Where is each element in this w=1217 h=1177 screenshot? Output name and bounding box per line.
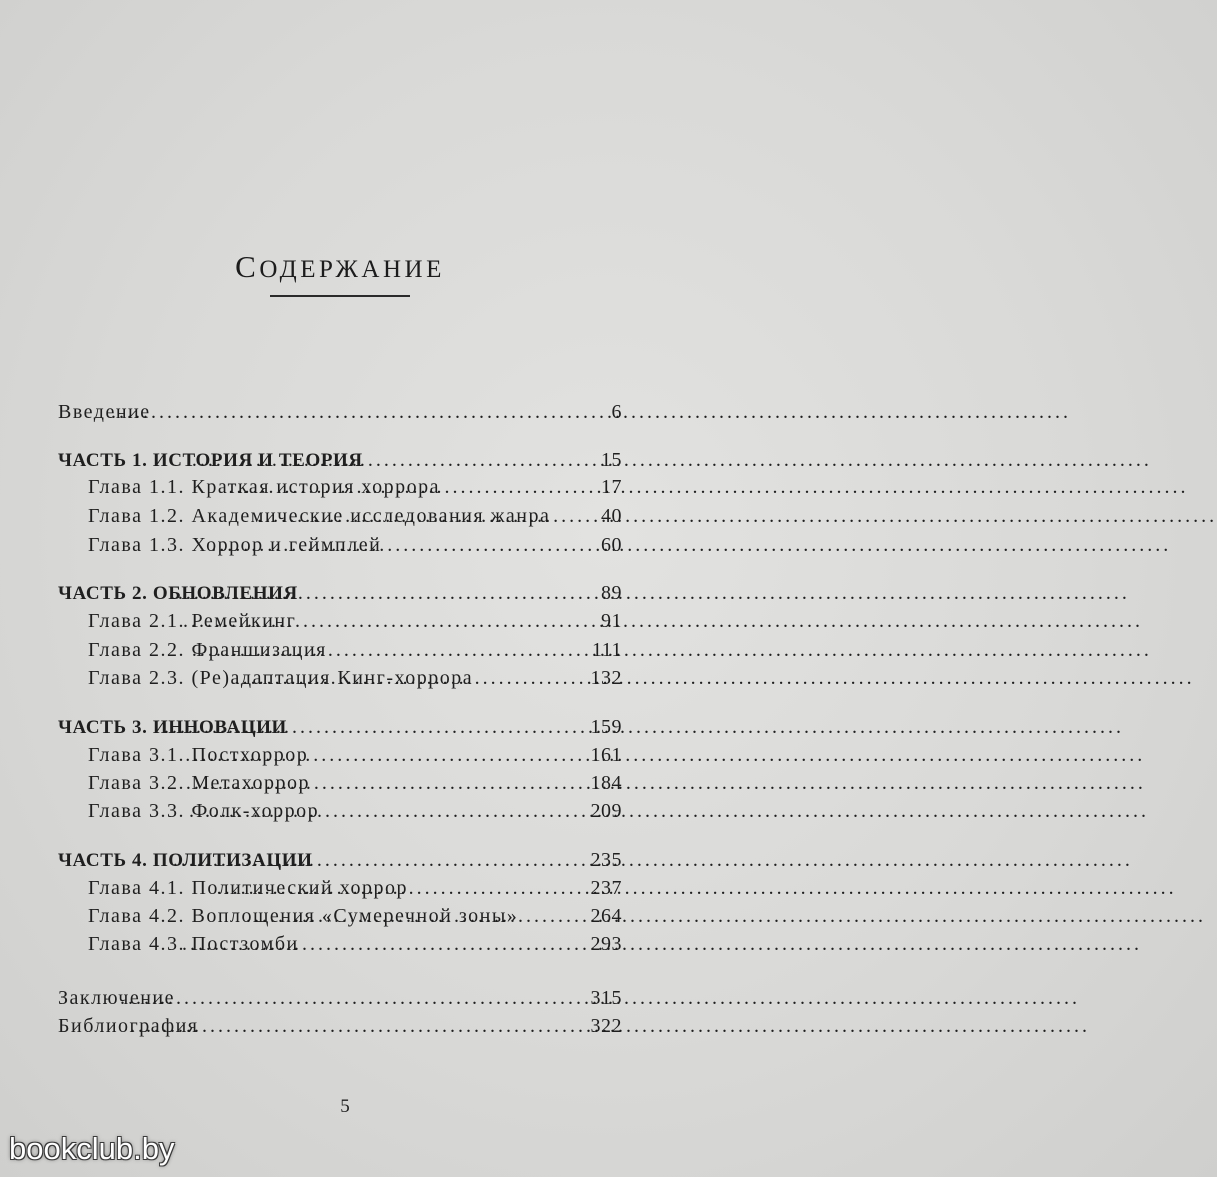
toc-chapter-label: Глава 3.3. Фолк-хоррор bbox=[88, 800, 320, 822]
toc-entry-page: 89 bbox=[601, 582, 622, 604]
toc-part-4 bbox=[58, 847, 622, 873]
toc-entry-page: 209 bbox=[590, 800, 622, 822]
toc-entry-page: 237 bbox=[590, 877, 622, 899]
toc-entry-page: 6 bbox=[611, 401, 622, 423]
toc-part-label: ЧАСТЬ 3. ИННОВАЦИИ bbox=[58, 717, 287, 738]
toc-entry-page: 184 bbox=[590, 772, 622, 794]
toc-chapter-label: Глава 4.1. Политический хоррор bbox=[88, 877, 408, 899]
toc-entry-label: Заключение bbox=[58, 987, 175, 1009]
dot-leader bbox=[182, 931, 588, 957]
dot-leader bbox=[235, 665, 588, 691]
toc-chapter bbox=[88, 903, 622, 929]
toc-part-1 bbox=[58, 447, 622, 473]
page-number: 5 bbox=[340, 1096, 350, 1117]
dot-leader bbox=[192, 637, 589, 663]
toc-part-label: ЧАСТЬ 4. ПОЛИТИЗАЦИИ bbox=[58, 850, 313, 871]
dot-leader bbox=[211, 532, 598, 558]
toc-chapter-label: Глава 2.1. Ремейкинг bbox=[88, 610, 297, 632]
dot-leader bbox=[185, 742, 587, 768]
toc-chapter-label: Глава 1.2. Академические исследования жанра bbox=[88, 505, 551, 527]
toc-entry-page: 40 bbox=[601, 505, 622, 527]
toc-chapter bbox=[88, 798, 622, 824]
dot-leader bbox=[120, 985, 588, 1011]
dot-leader bbox=[217, 875, 588, 901]
toc-entry-page: 322 bbox=[590, 1015, 622, 1037]
watermark-logo: bookclub.by bbox=[9, 1131, 175, 1166]
toc-chapter bbox=[88, 931, 622, 957]
toc-entry-page: 17 bbox=[601, 476, 622, 498]
dot-leader bbox=[130, 1013, 588, 1039]
dot-leader bbox=[228, 474, 598, 500]
dot-leader bbox=[183, 608, 598, 634]
toc-entry-page: 315 bbox=[590, 987, 622, 1009]
dot-leader bbox=[164, 714, 588, 740]
toc-chapter-label: Глава 4.2. Воплощения «Сумеречной зоны» bbox=[88, 905, 519, 927]
toc-chapter bbox=[88, 875, 622, 901]
toc-part-label: ЧАСТЬ 2. ОБНОВЛЕНИЯ bbox=[58, 583, 298, 604]
dot-leader bbox=[257, 503, 598, 529]
toc-entry-page: 293 bbox=[590, 933, 622, 955]
toc-part-2 bbox=[58, 580, 622, 606]
toc-chapter bbox=[88, 503, 622, 529]
toc-chapter-label: Глава 3.1. Постхоррор bbox=[88, 744, 309, 766]
toc-entry-page: 60 bbox=[601, 534, 622, 556]
toc-chapter bbox=[88, 474, 622, 500]
toc-entry-page: 111 bbox=[591, 639, 622, 661]
dot-leader bbox=[111, 399, 609, 425]
toc-chapter-label: Глава 2.3. (Ре)адаптация Кинг-хоррора bbox=[88, 667, 474, 689]
dot-leader bbox=[186, 770, 588, 796]
toc-chapter bbox=[88, 532, 622, 558]
toc-entry-page: 161 bbox=[590, 744, 622, 766]
dot-leader bbox=[246, 903, 587, 929]
toc-entry-page: 235 bbox=[590, 849, 622, 871]
toc-chapter bbox=[88, 608, 622, 634]
dot-leader bbox=[189, 798, 588, 824]
toc-chapter-label: Глава 3.2. Метахоррор bbox=[88, 772, 310, 794]
toc-chapter bbox=[88, 637, 622, 663]
toc-chapter bbox=[88, 742, 622, 768]
toc-part-3 bbox=[58, 714, 622, 740]
toc-entry-page: 264 bbox=[590, 905, 622, 927]
toc-part-label: ЧАСТЬ 1. ИСТОРИЯ И ТЕОРИЯ bbox=[58, 450, 363, 471]
toc-entry-label: Библиография bbox=[58, 1015, 199, 1037]
page-title: СОДЕРЖАНИЕ bbox=[235, 249, 445, 284]
toc-entry-page: 132 bbox=[590, 667, 622, 689]
toc-chapter bbox=[88, 665, 622, 691]
toc-chapter bbox=[88, 770, 622, 796]
toc-entry-label: Введение bbox=[58, 401, 151, 423]
dot-leader bbox=[170, 580, 598, 606]
toc-entry-page: 15 bbox=[601, 449, 622, 471]
toc-entry-bibliography bbox=[58, 1013, 622, 1039]
toc-chapter-label: Глава 1.1. Краткая история хоррора bbox=[88, 476, 440, 498]
toc-entry-conclusion bbox=[58, 985, 622, 1011]
toc-entry-page: 159 bbox=[590, 716, 622, 738]
dot-leader bbox=[173, 847, 588, 873]
toc-entry-page: 91 bbox=[601, 610, 622, 632]
toc-chapter-label: Глава 2.2. Франшизация bbox=[88, 639, 327, 661]
title-underline bbox=[270, 295, 410, 297]
toc-chapter-label: Глава 4.3. Постзомби bbox=[88, 933, 299, 955]
dot-leader bbox=[192, 447, 598, 473]
toc-chapter-label: Глава 1.3. Хоррор и геймплей bbox=[88, 534, 382, 556]
toc-entry-intro bbox=[58, 399, 622, 425]
